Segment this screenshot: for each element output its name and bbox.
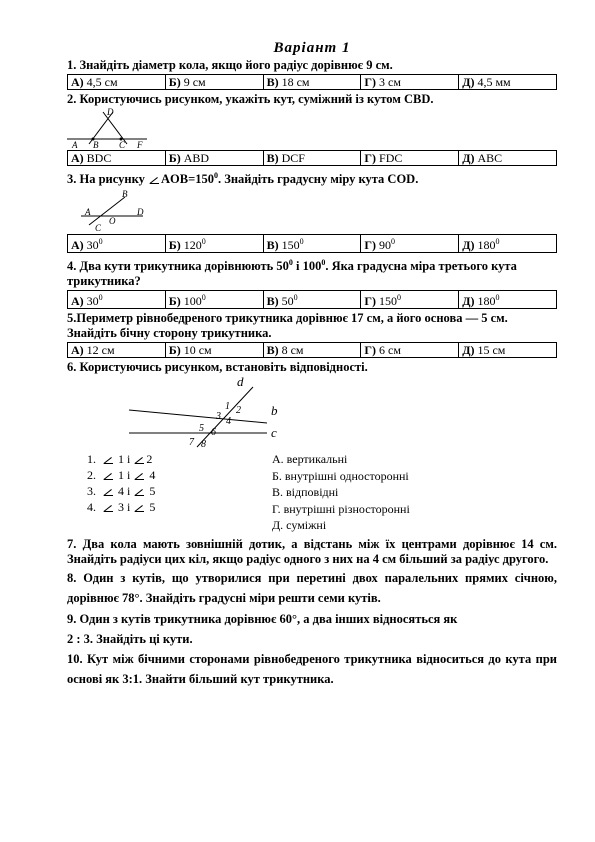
- pairs-list: [87, 451, 155, 515]
- option-c[interactable]: В) DCF: [263, 151, 361, 166]
- angle-sign-icon: [135, 504, 144, 512]
- answers-q2: [67, 150, 557, 166]
- label-o: O: [109, 216, 116, 227]
- option-a[interactable]: А) $30^0$: [68, 291, 166, 309]
- answer-a: А. вертикальні: [272, 452, 348, 467]
- option-e[interactable]: Д) $180^0$: [459, 235, 557, 253]
- angle-3: 3: [216, 411, 221, 423]
- option-b[interactable]: Б) $120^0$: [165, 235, 263, 253]
- question-2: 2. Користуючись рисунком, укажіть кут, суміжний із кутом CBD.: [67, 92, 434, 106]
- pair-3: 3. 4 і 5: [87, 484, 156, 499]
- question-8: 8. Один з кутів, що утворилися при перетині двох паралельних прямих січною, дорівнює 78°. Знайдіть градусні міри решти семи кутів.: [67, 571, 557, 606]
- worksheet-page: [67, 40, 557, 689]
- option-d[interactable]: Г) FDC: [361, 151, 459, 166]
- label-b: B: [122, 189, 128, 200]
- option-a[interactable]: А) 12 см: [68, 343, 166, 358]
- angle-sign-icon: [135, 488, 144, 496]
- label-a: A: [72, 140, 78, 149]
- answer-c: В. відповідні: [272, 485, 339, 500]
- label-c: c: [271, 425, 277, 441]
- angle-sign-icon: [104, 488, 113, 496]
- option-c[interactable]: В) $150^0$: [263, 235, 361, 253]
- question-5: 5.Периметр рівнобедреного трикутника дорівнює 17 см, а його основа — 5 см. Знайдіть бічну сторону трикутника.: [67, 311, 508, 341]
- option-c[interactable]: В) 18 см: [263, 75, 361, 90]
- angle-sign-icon: [135, 456, 144, 464]
- angle-4: 4: [226, 416, 231, 428]
- option-e[interactable]: Д) 15 см: [459, 343, 557, 358]
- option-d[interactable]: Г) $90^0$: [361, 235, 459, 253]
- question-9a: 9. Один з кутів трикутника дорівнює 60°, а два інших відносяться як: [67, 612, 458, 627]
- label-f: F: [137, 140, 143, 149]
- angle-2: 2: [236, 405, 241, 417]
- answers-q1: [67, 74, 557, 90]
- angle-sign-icon: [104, 472, 113, 480]
- angle-7: 7: [189, 437, 194, 449]
- answers-q4: [67, 290, 557, 309]
- option-b[interactable]: Б) $100^0$: [165, 291, 263, 309]
- label-d: d: [237, 375, 244, 390]
- option-b[interactable]: Б) ABD: [165, 151, 263, 166]
- angle-sign-icon: [104, 504, 113, 512]
- answer-b: Б. внутрішні односторонні: [272, 468, 409, 483]
- answers-list: [272, 451, 410, 534]
- option-e[interactable]: Д) ABC: [459, 151, 557, 166]
- question-6: 6. Користуючись рисунком, встановіть відповідності.: [67, 360, 368, 375]
- angle-1: 1: [225, 401, 230, 413]
- figure-q6: [67, 375, 557, 451]
- question-9b: 2 : 3. Знайдіть ці кути.: [67, 632, 193, 647]
- angle-sign-icon: [150, 176, 159, 184]
- question-10: 10. Кут між бічними сторонами рівнобедреного трикутника відноситься до кута при основі як 3:1. Знайти більший кут трикутника.: [67, 652, 557, 687]
- label-d: D: [137, 207, 144, 218]
- angle-sign-icon: [104, 456, 113, 464]
- option-d[interactable]: Г) $150^0$: [361, 291, 459, 309]
- angle-sign-icon: [135, 472, 144, 480]
- question-7: 7. Два кола мають зовнішній дотик, а відстань між їх центрами дорівнює 14 см. Знайдіть радіуси цих кіл, якщо радіус одного з них на 4 см більший за радіус другого.: [67, 537, 557, 567]
- label-c: C: [95, 223, 102, 234]
- option-c[interactable]: В) 8 см: [263, 343, 361, 358]
- question-4: 4. Два кути трикутника дорівнюють $50^0$ і $100^0$. Яка градусна міра третього кута трикутника?: [67, 258, 517, 289]
- question-3: 3. На рисунку $AOB=150^0$. Знайдіть градусну міру кута COD.: [67, 171, 419, 187]
- question-1: 1. Знайдіть діаметр кола, якщо його радіус дорівнює 9 см.: [67, 58, 393, 72]
- angle-6: 6: [211, 427, 216, 439]
- option-b[interactable]: Б) 9 см: [165, 75, 263, 90]
- angle-8: 8: [201, 439, 206, 451]
- option-a[interactable]: А) $30^0$: [68, 235, 166, 253]
- angle-5: 5: [199, 423, 204, 435]
- pair-1: 1. 1 і 2: [87, 452, 153, 467]
- pair-2: 2. 1 і 4: [87, 468, 156, 483]
- variant-title: Варіант 1: [273, 40, 351, 56]
- option-e[interactable]: Д) 4,5 мм: [459, 75, 557, 90]
- label-d: D: [107, 107, 114, 117]
- answers-q3: [67, 234, 557, 253]
- pair-4: 4. 3 і 5: [87, 500, 156, 515]
- option-e[interactable]: Д) $180^0$: [459, 291, 557, 309]
- answers-q5: [67, 342, 557, 358]
- label-b: b: [271, 403, 278, 419]
- option-d[interactable]: Г) 6 см: [361, 343, 459, 358]
- answer-e: Д. суміжні: [272, 518, 327, 533]
- option-a[interactable]: А) BDC: [68, 151, 166, 166]
- option-c[interactable]: В) $50^0$: [263, 291, 361, 309]
- figure-q3: [67, 187, 557, 233]
- option-d[interactable]: Г) 3 см: [361, 75, 459, 90]
- label-b: B: [93, 140, 99, 149]
- answer-d: Г. внутрішні різносторонні: [272, 501, 410, 516]
- matching-block: [67, 451, 557, 533]
- option-a[interactable]: А) 4,5 см: [68, 75, 166, 90]
- option-b[interactable]: Б) 10 см: [165, 343, 263, 358]
- figure-q2: [67, 107, 557, 149]
- label-a: A: [85, 207, 91, 218]
- label-c: C: [119, 140, 126, 149]
